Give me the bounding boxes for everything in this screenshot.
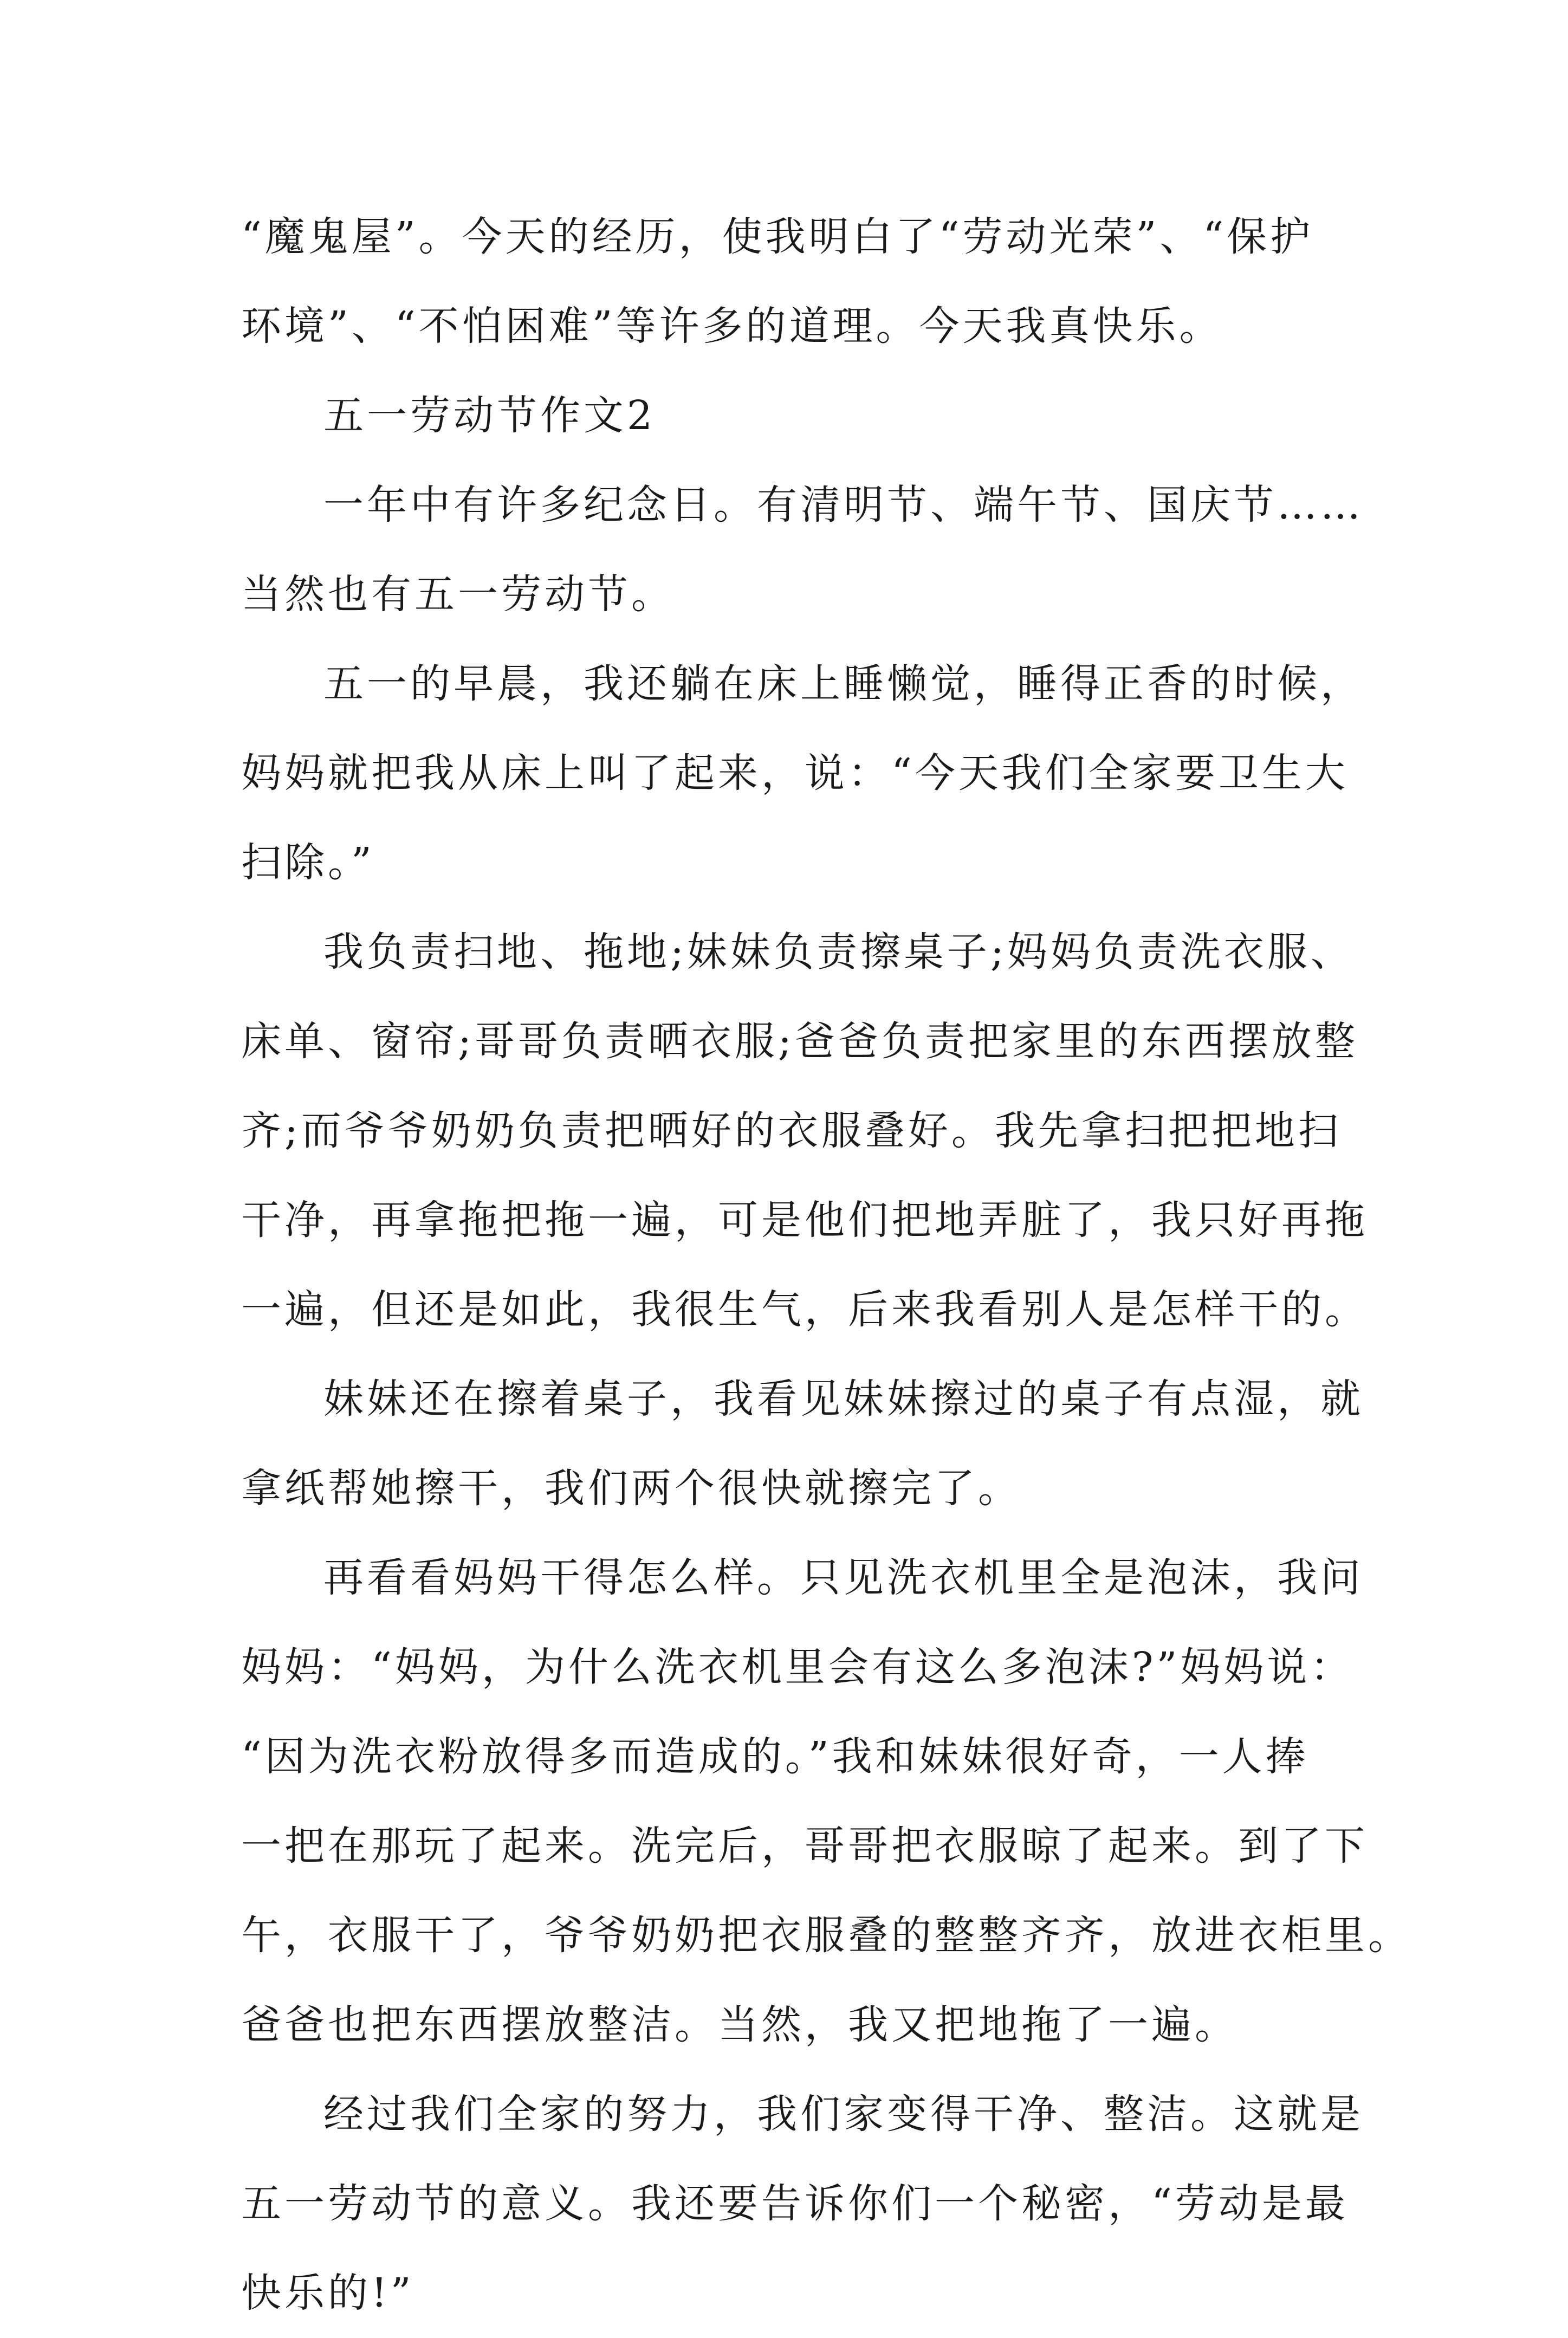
text-line: “因为洗衣粉放得多而造成的。”我和妹妹很好奇，一人捧	[241, 1733, 1309, 1780]
text-line: 爸爸也把东西摆放整洁。当然，我又把地拖了一遍。	[241, 2002, 1238, 2048]
document-body	[241, 192, 1411, 2338]
text-line: 一年中有许多纪念日。有清明节、端午节、国庆节……	[323, 482, 1364, 528]
text-line: 再看看妈妈干得怎么样。只见洗衣机里全是泡沫，我问	[323, 1555, 1364, 1601]
text-line: 五一的早晨，我还躺在床上睡懒觉，睡得正香的时候，	[323, 660, 1364, 707]
text-line: 妈妈：“妈妈，为什么洗衣机里会有这么多泡沫?”妈妈说：	[241, 1644, 1354, 1691]
text-line: 齐;而爷爷奶奶负责把晒好的衣服叠好。我先拿扫把把地扫	[241, 1108, 1342, 1154]
text-line: 经过我们全家的努力，我们家变得干净、整洁。这就是	[323, 2091, 1364, 2138]
text-line: 快乐的!”	[241, 2270, 414, 2316]
text-line: 床单、窗帘;哥哥负责晒衣服;爸爸负责把家里的东西摆放整	[241, 1018, 1358, 1065]
text-line: 妈妈就把我从床上叫了起来，说：“今天我们全家要卫生大	[241, 750, 1349, 796]
text-line: 五一劳动节的意义。我还要告诉你们一个秘密，“劳动是最	[241, 2180, 1349, 2227]
text-line: 干净，再拿拖把拖一遍，可是他们把地弄脏了，我只好再拖	[241, 1197, 1368, 1244]
text-line: “魔鬼屋”。今天的经历，使我明白了“劳动光荣”、“保护	[241, 213, 1314, 260]
text-line: 当然也有五一劳动节。	[241, 571, 675, 618]
text-line: 午，衣服干了，爷爷奶奶把衣服叠的整整齐齐，放进衣柜里。	[241, 1912, 1411, 1959]
text-line: 一把在那玩了起来。洗完后，哥哥把衣服晾了起来。到了下	[241, 1823, 1368, 1869]
text-line: 一遍，但还是如此，我很生气，后来我看别人是怎样干的。	[241, 1286, 1368, 1333]
text-line: 我负责扫地、拖地;妹妹负责擦桌子;妈妈负责洗衣服、	[323, 929, 1354, 975]
section-heading: 五一劳动节作文2	[323, 392, 656, 439]
text-line: 妹妹还在擦着桌子，我看见妹妹擦过的桌子有点湿，就	[323, 1376, 1364, 1422]
text-line: 拿纸帮她擦干，我们两个很快就擦完了。	[241, 1465, 1021, 1512]
text-line: 环境”、“不怕困难”等许多的道理。今天我真快乐。	[241, 303, 1223, 349]
text-line: 扫除。”	[241, 839, 375, 886]
